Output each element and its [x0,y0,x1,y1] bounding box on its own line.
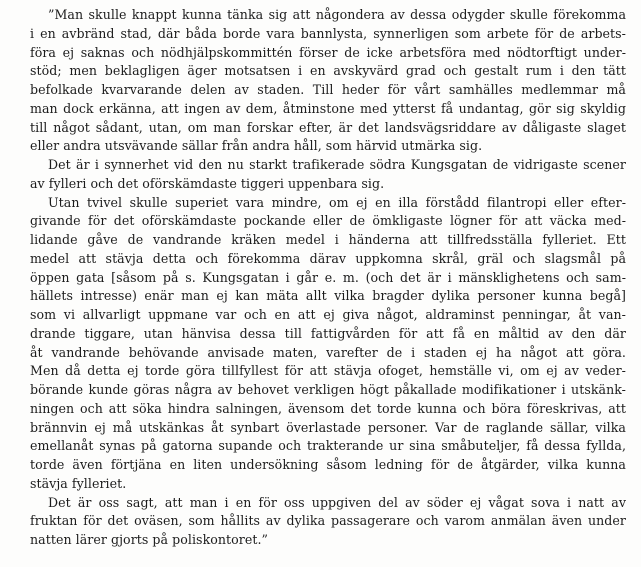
text-line: Det är i synnerhet vid den nu starkt trafikerade södra Kungsgatan de vidrigaste scener [48,157,626,172]
quoted-text-block [30,6,626,550]
paragraph-3 [30,194,626,494]
text-line: Men då detta ej torde göra tillfyllest för att stävja ofoget, hemställe vi, om ej av veder- [30,363,626,379]
text-line: emellanåt synas på gatorna supande och trakterande ur sina småbuteljer, få dessa fyllda, [30,438,626,454]
paragraph-1 [30,6,626,156]
text-line: brännvin ej må utskänkas åt synbart överlastade personer. Var de raglande sällar, vilka [30,419,626,435]
text-line: av fylleri och det oförskämdaste tiggeri uppenbara sig. [30,175,385,191]
text-line: i en avbränd stad, där båda borde vara bannlysta, synnerligen som arbete för de arbets- [30,25,626,41]
text-line: till något sådant, utan, om man forskar efter, är det landsvägsriddare av dåligaste slaget [30,119,626,135]
text-line: åt vandrande behövande anvisade maten, varefter de i staden ej ha något att göra. [30,344,626,360]
text-line: torde även förtjäna en liten undersökning såsom ledning för de åtgärder, vilka kunna [30,457,626,472]
text-line: givande för det oförskämdaste pockande eller de ömkligaste lögner för att väcka med- [30,213,626,229]
text-line: ”Man skulle knappt kunna tänka sig att någondera av dessa odygder skulle förekomma [48,7,626,22]
text-line: natten lärer gjorts på poliskontoret.” [30,532,269,547]
text-line: befolkade kvarvarande delen av staden. Till heder för vårt samhälles medlemmar må [30,82,626,97]
paragraph-4 [30,494,626,550]
text-line: drande tiggare, utan hänvisa dessa till fattigvården för att få en måltid av den där [30,325,626,341]
text-line: stävja fylleriet. [30,475,127,491]
text-line: som vi allvarligt uppmane var och en att ej giva något, aldraminst penningar, åt van- [30,307,626,322]
text-line: Utan tvivel skulle superiet vara mindre, om ej en illa förstådd filantropi eller efter- [48,194,626,210]
text-line: börande kunde göras några av behovet verkligen högt påkallade modifikationer i utskänk- [30,382,626,397]
text-line: ningen och att söka hindra salningen, ävensom det torde kunna och böra föreskrivas, att [30,400,626,416]
text-line: Det är oss sagt, att man i en för oss uppgiven del av söder ej vågat sova i natt av [48,494,626,510]
text-line: föra ej saknas och nödhjälpskommittén förser de icke arbetsföra med nödtorftigt under- [30,44,626,60]
text-line: lidande gåve de vandrande kräken medel i händerna att tillfredsställa fylleriet. Ett [30,232,626,247]
text-line: fruktan för det oväsen, som hållits av dylika passagerare och varom anmälan även under [30,513,626,529]
text-line: man dock erkänna, att ingen av dem, åtminstone med ytterst få undantag, gör sig skyldig [30,100,626,116]
text-line: öppen gata [såsom på s. Kungsgatan i går e. m. (och det är i mänsklighetens och sam- [30,269,626,285]
text-line: stöd; men beklagligen äger motsatsen i en avskyvärd grad och gestalt rum i den tätt [30,63,626,79]
text-line: medel att stävja detta och förekomma därav uppkomna skrål, gräl och slagsmål på [30,250,626,266]
text-line: eller andra utsvävande sällar från andra håll, som härvid utmärka sig. [30,138,483,154]
text-line: hällets intresse) enär man ej kan mäta allt vilka bragder dylika personer kunna begå] [30,288,626,304]
paragraph-2 [30,156,626,194]
